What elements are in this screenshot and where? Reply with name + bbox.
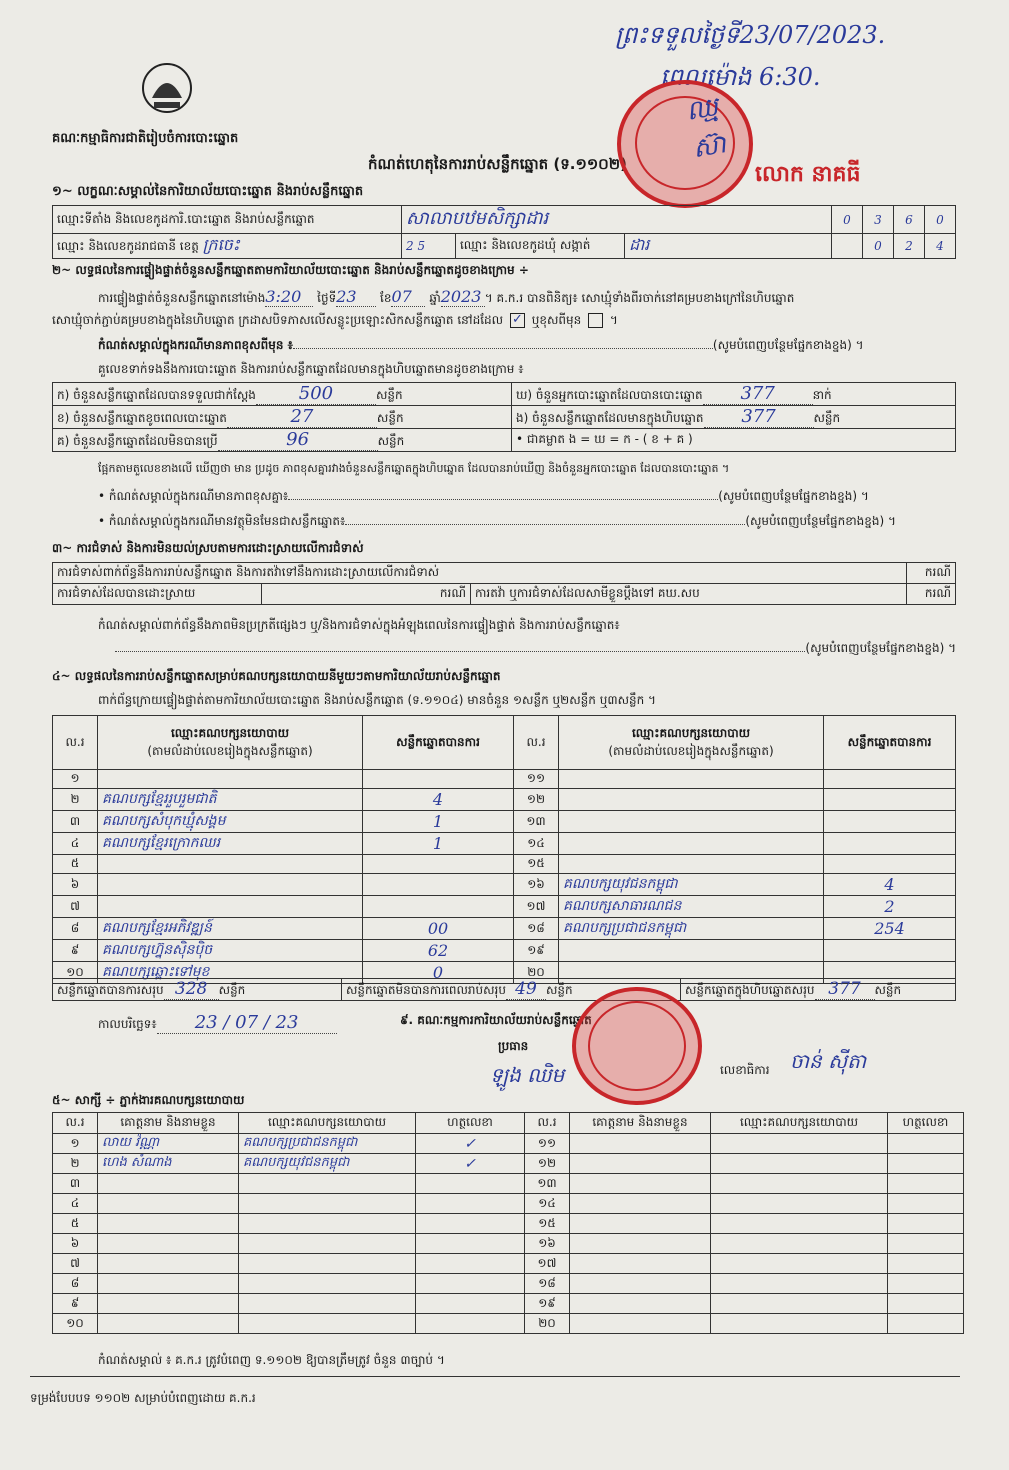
table-row — [53, 1214, 964, 1234]
party-name: គណបក្សសាធារណជន — [559, 896, 824, 918]
row-number: ៧ — [53, 1254, 98, 1274]
party-name — [98, 874, 363, 896]
valid-votes: 62 — [363, 940, 514, 962]
row-number: ១៩ — [514, 940, 559, 962]
witness-signature — [416, 1274, 525, 1294]
witness-signature — [416, 1194, 525, 1214]
witness-name — [570, 1314, 711, 1334]
witness-name — [570, 1214, 711, 1234]
table-row — [53, 770, 956, 789]
witness-signature — [888, 1254, 964, 1274]
party-name: គណបក្សសំបុកឃ្មុំសង្គម — [98, 811, 363, 833]
witness-name — [570, 1254, 711, 1274]
same-checkbox: ✓ — [510, 313, 525, 328]
party-name: គណបក្សឆ្ពោះទៅមុខ — [98, 962, 363, 984]
witness-party — [239, 1194, 416, 1214]
row-number: ១ — [53, 1134, 98, 1154]
table-row — [53, 1194, 964, 1214]
code-digit: 0 — [863, 234, 894, 259]
witness-signature — [888, 1234, 964, 1254]
row-number: ៨ — [53, 918, 98, 940]
location-table — [52, 205, 956, 259]
party-name — [559, 811, 824, 833]
witness-table: ល.រ គោត្តនាម និងនាមខ្លួន ឈ្មោះគណបក្សនយោបាយ ហត្ថលេខា ល.រ គោត្តនាម និងនាមខ្លួន ឈ្មោះគណបក្សនយោបាយ ហត្ថលេខា ១ លាយ វ៉ណ្ណា គណបក្សប្រជាជនកម្ពុជា ✓ ១១ ២ ហេង សំណាង គណបក្សយុវជនកម្ពុជា ✓ ១២ ៣ ១៣ ៤ ១៤ ៥ ១៥ ៦ ១៦ ៧ ១៧ ៨ ១៨ ៩ ១៩ ១០ ២០ — [52, 1112, 964, 1334]
totals-table — [52, 978, 956, 1001]
table-row — [53, 940, 956, 962]
witness-signature — [888, 1314, 964, 1334]
witness-signature — [888, 1174, 964, 1194]
row-number: ១០ — [53, 1314, 98, 1334]
party-name — [559, 855, 824, 874]
witness-signature — [888, 1274, 964, 1294]
secretary-signature: ចាន់ ស៊ីតា — [790, 1049, 867, 1073]
row-number: ១៤ — [514, 833, 559, 855]
table-row — [53, 1154, 964, 1174]
witness-name — [570, 1194, 711, 1214]
table-row — [53, 789, 956, 811]
party-name: គណបក្សខ្មែរក្រោកឈរ — [98, 833, 363, 855]
valid-votes — [363, 874, 514, 896]
row-number: ៩ — [53, 1294, 98, 1314]
party-name — [559, 833, 824, 855]
witness-party — [711, 1214, 888, 1234]
witness-signature — [416, 1294, 525, 1314]
row-number: ៥ — [53, 1214, 98, 1234]
row-number: ១៨ — [514, 918, 559, 940]
code-digit: 0 — [925, 206, 956, 234]
party-results-table: ល.រ ឈ្មោះគណបក្សនយោបាយ (តាមលំដាប់លេខរៀងក្នុងសន្លឹកឆ្នោត) សន្លឹកឆ្នោតបានការ ល.រ ឈ្មោះគណបក្សនយោបាយ (តាមលំដាប់លេខរៀងក្នុងសន្លឹកឆ្នោត) សន្លឹកឆ្នោតបានការ ១ ១១ ២ គណបក្សខ្មែររួបរួមជាតិ 4 ១២ ៣ គណបក្សសំបុកឃ្មុំសង្គម 1 ១៣ ៤ គណបក្សខ្មែរក្រោកឈរ 1 ១៤ ៥ ១៥ ៦ ១៦ គណបក្សយុវជនកម្ពុជា 4 ៧ ១៧ គណបក្សសាធារណជន 2 ៨ គណបក្សខ្មែរអភិវឌ្ឍន៍ 00 ១៨ គណបក្សប្រជាជនកម្ពុជា 254 ៩ គណបក្សហ្វ៊ុនស៊ិនប៉ិច 62 ១៩ ១០ គណបក្សឆ្ពោះទៅមុខ 0 ២០ — [52, 715, 956, 984]
code-digit: 3 — [863, 206, 894, 234]
witness-name — [98, 1274, 239, 1294]
table-row — [53, 1274, 964, 1294]
witness-signature — [888, 1194, 964, 1214]
row-number: ៦ — [53, 874, 98, 896]
row-number: ២ — [53, 1154, 98, 1174]
witness-name — [98, 1294, 239, 1314]
valid-votes: 2 — [824, 896, 956, 918]
witness-name — [98, 1314, 239, 1334]
party-name: គណបក្សយុវជនកម្ពុជា — [559, 874, 824, 896]
seal-signer-name: លោក នាគធី — [755, 162, 861, 187]
table-row — [53, 1294, 964, 1314]
valid-votes: 4 — [363, 789, 514, 811]
section1-heading: ១~ លក្ខណៈសម្គាល់នៃការិយាល័យបោះឆ្នោត និងរាប់សន្លឹកឆ្នោត — [52, 184, 364, 199]
formula: • ជាគម្លាត ង = ឃ = ក - ( ខ + គ ) — [512, 429, 956, 452]
table-row — [53, 1134, 964, 1154]
witness-party: គណបក្សយុវជនកម្ពុជា — [239, 1154, 416, 1174]
receive-date-note: ព្រះទទួលថ្ងៃទី23/07/2023. — [615, 21, 886, 49]
witness-name — [98, 1254, 239, 1274]
table-row — [53, 855, 956, 874]
count-date: កាលបរិច្ឆេទ៖ 23 / 07 / 23 — [98, 1012, 337, 1034]
official-seal-bottom — [572, 987, 702, 1105]
valid-votes: 0 — [363, 962, 514, 984]
discrepancy-note: • កំណត់សម្គាល់ក្នុងករណីមានភាពខុសគ្នា៖ (សូមបំពេញបន្ថែមផ្នែកខាងខ្នង) ។ — [98, 489, 869, 503]
code-digit: 6 — [894, 206, 925, 234]
row-number: ១៦ — [525, 1234, 570, 1254]
row-number: ១៨ — [525, 1274, 570, 1294]
table-row — [53, 833, 956, 855]
witness-party — [711, 1134, 888, 1154]
committee-label: ៩. គណៈកម្មការការិយាល័យរាប់សន្លឹកឆ្នោត — [400, 1013, 592, 1027]
valid-votes: 00 — [363, 918, 514, 940]
table-row — [53, 1174, 964, 1194]
witness-signature — [888, 1154, 964, 1174]
commune-value: ដារ — [625, 234, 832, 259]
row-number: ២០ — [525, 1314, 570, 1334]
table-row — [53, 1234, 964, 1254]
row-number: ១៧ — [525, 1254, 570, 1274]
witness-name — [98, 1214, 239, 1234]
witness-name — [570, 1134, 711, 1154]
witness-name: លាយ វ៉ណ្ណា — [98, 1134, 239, 1154]
section2-heading: ២~ លទ្ធផលនៃការផ្ទៀងផ្ទាត់ចំនួនសន្លឹកឆ្នោតតាមការិយាល័យបោះឆ្នោត និងរាប់សន្លឹកឆ្នោតដូចខាងក្រោម ÷ — [52, 263, 529, 277]
party-name: គណបក្សខ្មែរអភិវឌ្ឍន៍ — [98, 918, 363, 940]
row-number: ១៥ — [514, 855, 559, 874]
row-number: ១ — [53, 770, 98, 789]
witness-signature — [416, 1214, 525, 1234]
row-number: ១០ — [53, 962, 98, 984]
row-number: ៥ — [53, 855, 98, 874]
witness-signature — [416, 1254, 525, 1274]
row-number: ១៣ — [525, 1174, 570, 1194]
location-value: សាលាបឋមសិក្សាដារ — [402, 206, 832, 234]
party-name — [98, 855, 363, 874]
witness-name — [98, 1234, 239, 1254]
witness-party — [711, 1254, 888, 1274]
witness-party — [239, 1174, 416, 1194]
party-name — [98, 896, 363, 918]
code-digit: 0 — [832, 206, 863, 234]
row-number: ៣ — [53, 1174, 98, 1194]
party-name — [98, 770, 363, 789]
total-in-box: សន្លឹកឆ្នោតក្នុងហិបឆ្នោតសរុប 377 សន្លឹក — [681, 979, 956, 1001]
valid-votes: 4 — [824, 874, 956, 896]
table-row — [53, 896, 956, 918]
section3-heading: ៣~ ការជំទាស់ និងការមិនយល់ស្របតាមការដោះស្រាយលើការជំទាស់ — [52, 541, 364, 555]
valid-votes — [824, 789, 956, 811]
section5-heading: ៥~ សាក្សី ÷ ភ្នាក់ងារគណបក្សនយោបាយ — [52, 1093, 245, 1107]
row-number: ១២ — [514, 789, 559, 811]
valid-votes — [824, 940, 956, 962]
row-number: ៦ — [53, 1234, 98, 1254]
witness-party — [711, 1274, 888, 1294]
row-number: ២០ — [514, 962, 559, 984]
witness-signature — [888, 1134, 964, 1154]
section4-heading: ៤~ លទ្ធផលនៃការរាប់សន្លឹកឆ្នោតសម្រាប់គណបក្សនយោបាយនីមួយៗតាមការិយាល័យរាប់សន្លឹកឆ្នោត — [52, 669, 501, 683]
valid-votes — [824, 770, 956, 789]
row-number: ១៧ — [514, 896, 559, 918]
party-name: គណបក្សហ្វ៊ុនស៊ិនប៉ិច — [98, 940, 363, 962]
witness-name — [98, 1194, 239, 1214]
row-number: ១១ — [514, 770, 559, 789]
witness-party — [239, 1294, 416, 1314]
code-digit: 2 — [894, 234, 925, 259]
difference-note: កំណត់សម្គាល់ក្នុងករណីមានភាពខុសពីមុន ៖ (សូមបំពេញបន្ថែមផ្នែកខាងខ្នង) ។ — [98, 338, 864, 352]
form-title: កំណត់ហេតុនៃការរាប់សន្លឹកឆ្នោត (ទ.១១០២) — [368, 155, 628, 173]
receive-time-note: ពេលម៉ោង 6:30. — [660, 63, 821, 91]
witness-name — [570, 1154, 711, 1174]
witness-party — [239, 1234, 416, 1254]
province-code: 2 5 — [402, 234, 456, 259]
row-number: ១៦ — [514, 874, 559, 896]
valid-votes: 1 — [363, 811, 514, 833]
footer-note: កំណត់សម្គាល់ ៖ គ.ក.រ ត្រូវបំពេញ ទ.១១០២ ឱ្យបានត្រឹមត្រូវ ចំនួន ៣ច្បាប់ ។ — [98, 1353, 445, 1367]
witness-name: ហេង សំណាង — [98, 1154, 239, 1174]
seal-check-line: សោឃ្មុំចាក់ភ្ជាប់គម្របខាងក្នុងនៃហិបឆ្នោត ក្រដាសបិទភាសលើសន្លូះប្រឡោះសិកសន្លឹកឆ្នោត នៅដដែល ✓ ឬខុសពីមុន ។ — [52, 312, 618, 327]
valid-votes — [824, 833, 956, 855]
row-number: ១១ — [525, 1134, 570, 1154]
valid-votes: 254 — [824, 918, 956, 940]
ballot-figures-table: ក) ចំនួនសន្លឹកឆ្នោតដែលបានទទួលជាក់ស្តែង 500 សន្លឹក ឃ) ចំនួនអ្នកបោះឆ្នោតដែលបានបោះឆ្នោត 377 នាក់ ខ) ចំនួនសន្លឹកឆ្នោតខូចពេលបោះឆ្នោត 27 សន្លឹក ង) ចំនួនសន្លឹកឆ្នោតដែលមានក្នុងហិបឆ្នោត 377 សន្លឹក គ) ចំនួនសន្លឹកឆ្នោតដែលមិនបានប្រើ 96 សន្លឹក • ជាគម្លាត ង = ឃ = ក - ( ខ + គ ) — [52, 382, 956, 452]
row-number: ៧ — [53, 896, 98, 918]
total-invalid: សន្លឹកឆ្នោតមិនបានការពេលរាប់សរុប 49 សន្លឹក — [342, 979, 681, 1001]
figures-intro: គួលេខទាក់ទងនឹងការបោះឆ្នោត និងការរាប់សន្លឹកឆ្នោតដែលមានក្នុងហិបឆ្នោតមានដូចខាងក្រោម ៖ — [98, 362, 524, 376]
witness-signature: ✓ — [416, 1134, 525, 1154]
chair-signature-top: ឈ្ម ស៊ា — [683, 91, 729, 165]
row-number: ១២ — [525, 1154, 570, 1174]
witness-party — [239, 1314, 416, 1334]
valid-votes — [824, 855, 956, 874]
table-row — [53, 874, 956, 896]
row-number: ១៥ — [525, 1214, 570, 1234]
discrepancy-line: ផ្អែកតាមតួលេខខាងលើ ឃើញថា មាន ប្រដូច ភាពខុសគ្នារវាងចំនួនសន្លឹកឆ្នោតក្នុងហិបឆ្នោត ដែលបានរាប់ឃើញ និងចំនួនអ្នកបោះឆ្នោត ដែលបានបោះឆ្នោត ។ — [98, 462, 730, 475]
witness-party — [711, 1234, 888, 1254]
witness-signature — [416, 1174, 525, 1194]
foreign-object-note: • កំណត់សម្គាល់ក្នុងករណីមានវត្ថុមិនមែនជាសន្លឹកឆ្នោត៖ (សូមបំពេញបន្ថែមផ្នែកខាងខ្នង) ។ — [98, 514, 896, 528]
witness-party — [711, 1174, 888, 1194]
location-label: ឈ្មោះទីតាំង និងលេខកូដការិ.បោះឆ្នោត និងរាប់សន្លឹកឆ្នោត — [53, 206, 402, 234]
witness-signature — [888, 1294, 964, 1314]
section4-sub: ពាក់ព័ន្ធក្រោយផ្ទៀងផ្ទាត់តាមការិយាល័យបោះឆ្នោត និងរាប់សន្លឹកឆ្នោត (ទ.១១០៤) មានចំនួន ១សន្លឹក ឬ២សន្លឹក ឬ៣សន្លឹក ។ — [98, 693, 656, 707]
witness-party — [711, 1194, 888, 1214]
secretary-label: លេខាធិការ — [720, 1063, 770, 1077]
valid-votes — [363, 770, 514, 789]
verification-line: ការផ្ទៀងផ្ទាត់ចំនួនសន្លឹកឆ្នោតនៅម៉ោង3:20 ថ្ងៃទី23 ខែ07 ឆ្នាំ2023 ។ គ.ក.រ បានពិនិត្យ៖ សោឃ្មុំទាំងពីរចាក់នៅគម្របខាងក្រៅនៃហិបឆ្នោត — [98, 287, 795, 306]
witness-party — [239, 1274, 416, 1294]
irregularity-fill: (សូមបំពេញបន្ថែមផ្នែកខាងខ្នង) ។ — [52, 640, 956, 658]
party-name: គណបក្សប្រជាជនកម្ពុជា — [559, 918, 824, 940]
witness-party — [711, 1314, 888, 1334]
complaints-table: ការជំទាស់ពាក់ព័ន្ធនឹងការរាប់សន្លឹកឆ្នោត និងការតវ៉ាទៅនឹងការដោះស្រាយលើការជំទាស់ ករណី ការជំទាស់ដែលបានដោះស្រាយ ករណី ការតវ៉ា ឬការជំទាស់ដែលសាមីខ្លួនប្តឹងទៅ គឃ.សប ករណី — [52, 562, 956, 605]
witness-signature — [888, 1214, 964, 1234]
valid-votes — [363, 896, 514, 918]
witness-party — [711, 1294, 888, 1314]
witness-name — [570, 1294, 711, 1314]
valid-votes: 1 — [363, 833, 514, 855]
witness-name — [570, 1174, 711, 1194]
witness-party: គណបក្សប្រជាជនកម្ពុជា — [239, 1134, 416, 1154]
witness-party — [239, 1214, 416, 1234]
row-number: ១៤ — [525, 1194, 570, 1214]
row-number: ៩ — [53, 940, 98, 962]
witness-party — [239, 1254, 416, 1274]
valid-votes — [363, 855, 514, 874]
row-number: ៤ — [53, 833, 98, 855]
code-digit: 4 — [925, 234, 956, 259]
commission-name: គណៈកម្មាធិការជាតិរៀបចំការបោះឆ្នោត — [52, 131, 239, 146]
witness-name — [98, 1174, 239, 1194]
witness-party — [711, 1154, 888, 1174]
nec-emblem-icon — [132, 58, 202, 116]
row-number: ២ — [53, 789, 98, 811]
table-row — [53, 1254, 964, 1274]
witness-name — [570, 1274, 711, 1294]
commune-label: ឈ្មោះ និងលេខកូដឃុំ សង្កាត់ — [456, 234, 625, 259]
row-number: ១៩ — [525, 1294, 570, 1314]
witness-name — [570, 1234, 711, 1254]
chair-label: ប្រធាន — [498, 1039, 529, 1053]
witness-signature: ✓ — [416, 1154, 525, 1174]
different-checkbox — [588, 313, 603, 328]
irregularity-note: កំណត់សម្គាល់ពាក់ព័ន្ធនឹងភាពមិនប្រក្រតីផ្សេងៗ ឬ/និងការជំទាស់ក្នុងអំឡុងពេលនៃការផ្ទៀងផ្ទាត់ និងការរាប់សន្លឹកឆ្នោត៖ — [98, 618, 620, 632]
row-number: ៤ — [53, 1194, 98, 1214]
row-number: ៨ — [53, 1274, 98, 1294]
witness-signature — [416, 1314, 525, 1334]
total-valid: សន្លឹកឆ្នោតបានការសរុប 328 សន្លឹក — [53, 979, 342, 1001]
witness-signature — [416, 1234, 525, 1254]
row-number: ៣ — [53, 811, 98, 833]
party-name — [559, 789, 824, 811]
party-name — [559, 770, 824, 789]
row-number: ១៣ — [514, 811, 559, 833]
table-row — [53, 1314, 964, 1334]
province-label: ឈ្មោះ និងលេខកូដរាជធានី ខេត្ត ក្រចេះ — [53, 234, 402, 259]
party-name: គណបក្សខ្មែររួបរួមជាតិ — [98, 789, 363, 811]
chair-signature: ឡូង ឈិម — [490, 1063, 565, 1087]
form-id: ទម្រង់បែបបទ ១១០២ សម្រាប់បំពេញដោយ គ.ក.រ — [30, 1391, 256, 1405]
table-row — [53, 918, 956, 940]
table-row — [53, 811, 956, 833]
party-name — [559, 940, 824, 962]
valid-votes — [824, 811, 956, 833]
